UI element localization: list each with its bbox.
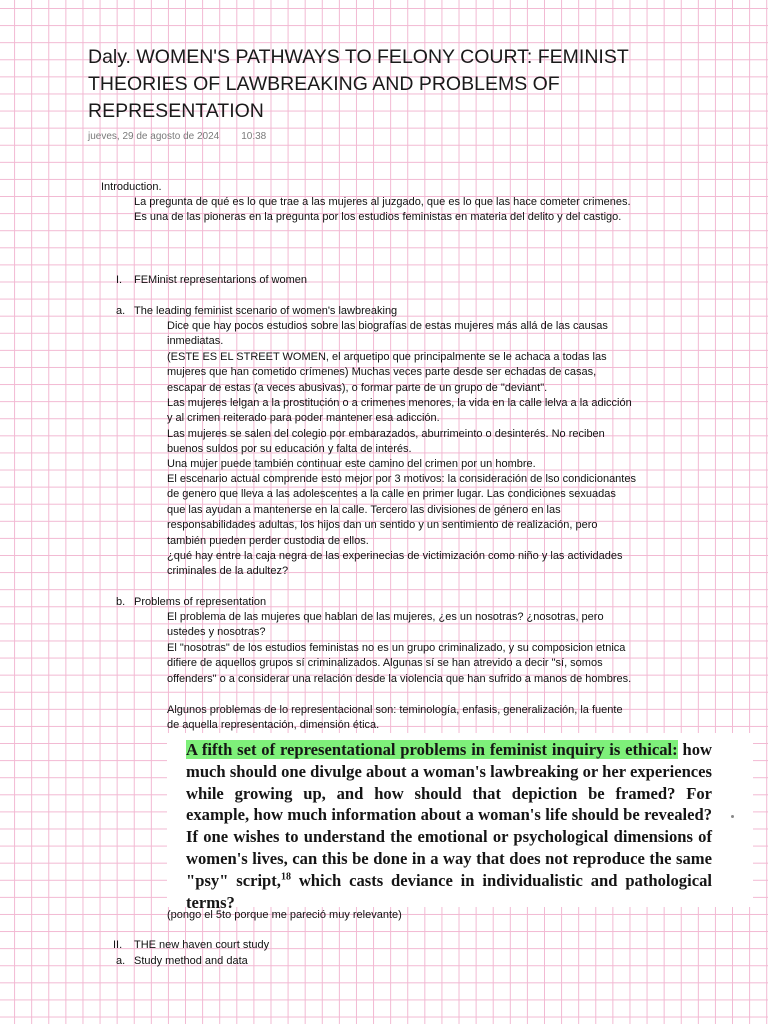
paragraph[interactable]: Algunos problemas de lo representacional son: teminología, enfasis, generalización, la fuente de aquella representación, dimensión ética. [167,704,623,732]
quote-note[interactable]: (pongo el 5to porque me pareció muy relevante) [167,909,402,921]
section1a-marker: a. [116,305,126,317]
quote-text [186,739,712,913]
intro-text[interactable]: La pregunta de qué es lo que trae a las mujeres al juzgado, que es lo que las hace cometer crimenes. Es una de las pioneras en la pregunta por los estudios feministas en materia del delito y del castigo. [134,196,631,224]
section1b-marker: b. [116,596,126,608]
section2a-heading[interactable]: Study method and data [134,955,248,967]
section2a-marker: a. [116,955,126,967]
paragraph[interactable]: ¿qué hay entre la caja negra de las experinecias de victimización como niño y las actividades criminales de la adultez? [167,550,623,578]
paragraph[interactable]: Una mujer puede también continuar este camino del crimen por un hombre. [167,458,536,470]
section1-heading[interactable]: FEMinist representarions of women [134,274,308,286]
page-time: 10:38 [241,131,267,142]
section1b-heading[interactable]: Problems of representation [134,596,267,608]
section1a-heading[interactable]: The leading feminist scenario of women's lawbreaking [134,305,398,317]
section2-heading[interactable]: THE new haven court study [134,939,270,951]
quote-body: how much should one divulge about a woman's lawbreaking or her experiences while growing up, and how should that depiction be framed? For example, how much information about a woman's life should be revealed? If one wishes to understand the emotional or psychological dimensions of women's lives, can this be done in a way that does not reproduce the same "psy" script, [186,740,712,890]
paragraph[interactable]: Dice que hay pocos estudios sobre las biografías de estas mujeres más allá de las causas inmediatas. [167,320,608,348]
paragraph[interactable]: El escenario actual comprende esto mejor por 3 motivos: la consideración de lso condicionantes de genero que lleva a las adolescentes a la calle en primer lugar. Las condiciones sexuadas que las ayudan a mantenerse en la calle. Tercero las divisiones de género en las responsabilidades adultas, los hijos dan un sentido y un sentimiento de realización, pero también pueden perder custodia de ellos. [167,473,636,547]
paragraph[interactable]: (ESTE ES EL STREET WOMEN, el arquetipo que principalmente se le achaca a todas las mujeres que han cometido crímenes) Muchas veces parte desde ser echadas de casas, escapar de estas (a veces abusivas), o formar parte de un grupo de "deviant". [167,351,607,394]
paragraph[interactable]: El "nosotras" de los estudios feministas no es un grupo criminalizado, y su composicion etnica difiere de aquellos grupos sí criminalizados. Algunas sí se han atrevido a decir "sí, somos offenders" o a considerar una relación desde la violencia que han sufrido a manos de hombres. [167,642,632,685]
paragraph[interactable]: Las mujeres se salen del colegio por embarazados, aburrimeinto o desinterés. No reciben buenos suldos por su educación y falta de interés. [167,428,605,456]
paragraph[interactable]: Las mujeres lelgan a la prostitución o a crimenes menores, la vida en la calle lelva a la adicción y al crimen reiterado para poder mantener esa adicción. [167,397,632,425]
section1-marker: I. [116,274,123,286]
stray-mark [731,815,734,818]
section2-marker: II. [113,939,123,951]
page-date: jueves, 29 de agosto de 2024 [88,131,220,142]
page-datetime [88,131,266,142]
page-title[interactable]: Daly. WOMEN'S PATHWAYS TO FELONY COURT: FEMINIST THEORIES OF LAWBREAKING AND PROBLEMS OF REPRESENTATION [88,46,629,122]
intro-heading[interactable]: Introduction. [101,181,162,193]
quote-highlight: A fifth set of representational problems in feminist inquiry is ethical: [186,740,678,759]
footnote-marker: 18 [280,871,291,883]
quote-tail: which casts deviance in individualistic and pathological terms? [186,870,712,912]
paragraph[interactable]: El problema de las mujeres que hablan de las mujeres, ¿es un nosotras? ¿nosotras, pero ustedes y nosotras? [167,611,604,639]
